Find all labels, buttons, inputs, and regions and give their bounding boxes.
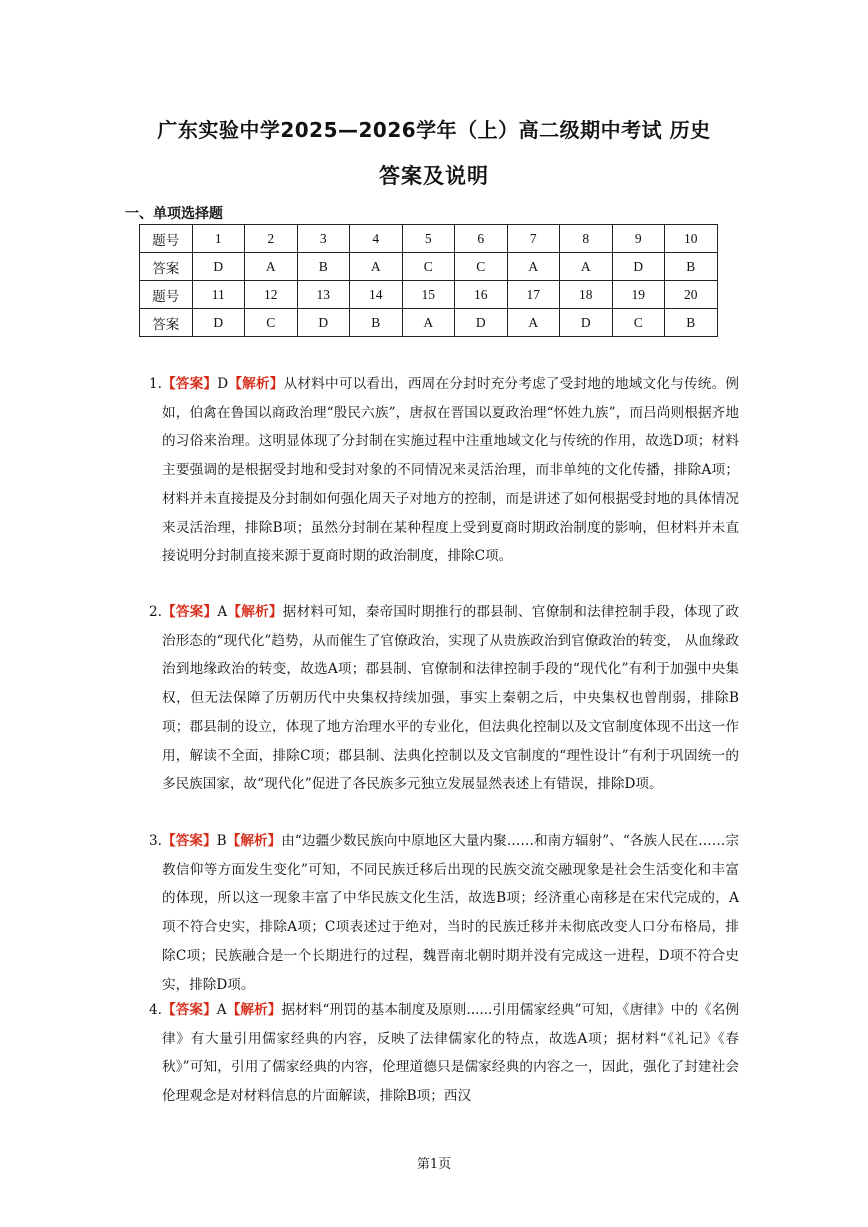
answer-tag: 【答案】: [162, 376, 218, 392]
answer-table-cell: 14: [350, 281, 403, 309]
answer-table-cell: D: [192, 309, 245, 337]
answer-table-cell: 11: [192, 281, 245, 309]
answer-table-cell: 2: [245, 225, 298, 253]
answer-table-row: [140, 253, 718, 281]
answer-table-header-cell: 答案: [140, 253, 193, 281]
question-item: [135, 827, 739, 999]
answer-table-cell: 10: [665, 225, 718, 253]
question-number: 3.: [149, 833, 162, 849]
answer-table-header-cell: 题号: [140, 225, 193, 253]
answer-table-cell: A: [350, 253, 403, 281]
answer-tag: 【答案】: [162, 833, 217, 849]
answer-table-cell: 12: [245, 281, 298, 309]
analysis-tag: 【解析】: [228, 376, 284, 392]
answer-tag: 【答案】: [162, 604, 218, 620]
answer-table-cell: 4: [350, 225, 403, 253]
page-subtitle: 答案及说明: [379, 164, 489, 188]
answer-table-cell: 16: [455, 281, 508, 309]
answer-table-cell: D: [192, 253, 245, 281]
answer-table-cell: B: [665, 253, 718, 281]
answer-table-cell: 19: [612, 281, 665, 309]
answer-table-header-cell: 答案: [140, 309, 193, 337]
question-body: [162, 996, 739, 1111]
answer-table-row: [140, 309, 718, 337]
answer-table-cell: D: [560, 309, 613, 337]
answer-table-cell: 1: [192, 225, 245, 253]
analysis-text: 由“边疆少数民族向中原地区大量内聚……和南方辐射”、“各族人民在……宗教信仰等方面发生变化”可知，不同民族迁移后出现的民族交流交融现象是社会生活变化和丰富的体现，所以这一现象丰富了中华民族文化生活，故选B项；经济重心南移是在宋代完成的，A项不符合史实，排除A项；C项表述过于绝对，当时的民族迁移并未彻底改变人口分布格局，排除C项；民族融合是一个长期进行的过程，魏晋南北朝时期并没有完成这一进程，D项不符合史实，排除D项。: [162, 833, 739, 993]
answer-tag: 【答案】: [162, 1002, 217, 1018]
answer-table: [139, 224, 718, 337]
answer-table-cell: B: [350, 309, 403, 337]
answer-table-cell: 3: [297, 225, 350, 253]
answer-table-cell: C: [612, 309, 665, 337]
answer-letter: B: [216, 833, 227, 849]
question-number: 4.: [149, 1002, 162, 1018]
question-item: [135, 598, 739, 799]
answer-table-row: [140, 281, 718, 309]
analysis-text: 据材料“刑罚的基本制度及原则......引用儒家经典”可知，《唐律》中的《名例律》有大量引用儒家经典的内容，反映了法律儒家化的特点，故选A项；据材料“《礼记》《春秋》”可知，引用了儒家经典的内容，伦理道德只是儒家经典的内容之一，因此，强化了封建社会伦理观念是对材料信息的片面解读，排除B项；西汉: [162, 1002, 740, 1105]
answer-table-cell: A: [402, 309, 455, 337]
answer-table-cell: 13: [297, 281, 350, 309]
answer-table-header-cell: 题号: [140, 281, 193, 309]
answer-table-cell: B: [665, 309, 718, 337]
page-title: 广东实验中学2025—2026学年（上）高二级期中考试 历史: [157, 118, 711, 142]
answer-table-cell: 18: [560, 281, 613, 309]
section-heading: 一、单项选择题: [125, 206, 223, 222]
answer-table-cell: C: [245, 309, 298, 337]
answer-table-cell: A: [245, 253, 298, 281]
answer-table-cell: B: [297, 253, 350, 281]
question-body: [162, 598, 739, 799]
analysis-tag: 【解析】: [226, 833, 282, 849]
analysis-tag: 【解析】: [226, 1002, 282, 1018]
answer-table-cell: C: [455, 253, 508, 281]
answer-table-cell: 15: [402, 281, 455, 309]
answer-table-cell: A: [560, 253, 613, 281]
answer-table-cell: 5: [402, 225, 455, 253]
answer-table-cell: D: [612, 253, 665, 281]
answer-table-cell: 20: [665, 281, 718, 309]
answer-letter: D: [217, 376, 229, 392]
page-number: 第1页: [416, 1157, 452, 1172]
answer-letter: A: [217, 604, 228, 620]
question-item: [135, 996, 739, 1111]
answer-table-cell: C: [402, 253, 455, 281]
question-body: [162, 827, 739, 999]
question-number: 1.: [149, 376, 162, 392]
answer-table-row: [140, 225, 718, 253]
analysis-text: 据材料可知，秦帝国时期推行的郡县制、官僚制和法律控制手段，体现了政治形态的“现代化”趋势，从而催生了官僚政治，实现了从贵族政治到官僚政治的转变， 从血缘政治到地缘政治的转变，故选A项；郡县制、官僚制和法律控制手段的“现代化”有利于加强中央集权，但无法保障了历朝历代中央集权持续加强，事实上秦朝之后，中央集权也曾削弱，排除B项；郡县制的设立，体现了地方治理水平的专业化，但法典化控制以及文官制度体现不出这一作用，解读不全面，排除C项；郡县制、法典化控制以及文官制度的“理性设计”有利于巩固统一的多民族国家，故“现代化”促进了各民族多元独立发展显然表述上有错误，排除D项。: [162, 604, 740, 793]
answer-letter: A: [216, 1002, 227, 1018]
question-item: [135, 370, 739, 571]
answer-table-cell: 9: [612, 225, 665, 253]
question-number: 2.: [149, 604, 162, 620]
answer-table-cell: A: [507, 309, 560, 337]
question-body: [162, 370, 739, 571]
answer-table-cell: D: [297, 309, 350, 337]
analysis-tag: 【解析】: [227, 604, 283, 620]
answer-table-cell: 7: [507, 225, 560, 253]
answer-table-cell: 6: [455, 225, 508, 253]
answer-table-cell: A: [507, 253, 560, 281]
answer-table-cell: 17: [507, 281, 560, 309]
analysis-text: 从材料中可以看出，西周在分封时充分考虑了受封地的地域文化与传统。例如，伯禽在鲁国以商政治理“殷民六族”，唐叔在晋国以夏政治理“怀姓九族”，而吕尚则根据齐地的习俗来治理。这明显体现了分封制在实施过程中注重地域文化与传统的作用，故选D项；材料主要强调的是根据受封地和受封对象的不同情况来灵活治理，而非单纯的文化传播，排除A项；材料并未直接提及分封制如何强化周天子对地方的控制，而是讲述了如何根据受封地的具体情况来灵活治理，排除B项；虽然分封制在某种程度上受到夏商时期政治制度的影响，但材料并未直接说明分封制直接来源于夏商时期的政治制度，排除C项。: [162, 376, 740, 565]
answer-table-cell: 8: [560, 225, 613, 253]
answer-table-cell: D: [455, 309, 508, 337]
